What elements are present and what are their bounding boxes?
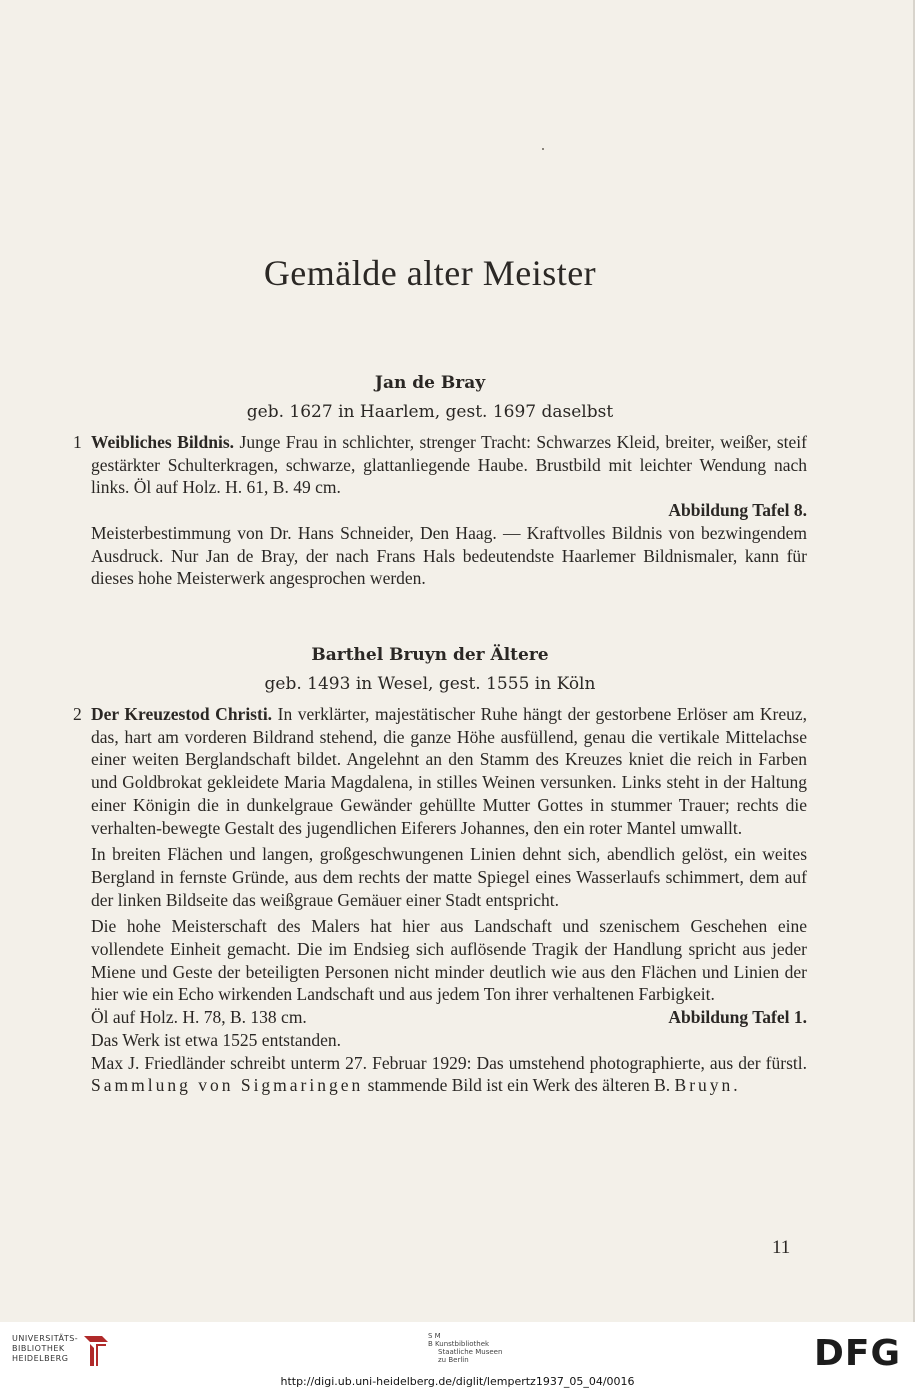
entry-1-note: Meisterbestimmung von Dr. Hans Schneider, Den Haag. — Kraftvolles Bildnis von bezwingendem Ausdruck. Nur Jan de Bray, der nach Frans Hals bedeutendste Haarlemer Bildnismaler, kann für dieses hohe Meisterwerk angesprochen werden. bbox=[91, 522, 807, 589]
item-number-1: 1 bbox=[73, 432, 82, 452]
quote-part: . bbox=[733, 1075, 738, 1096]
artist-dates-1: geb. 1627 in Haarlem, gest. 1697 daselbst bbox=[246, 402, 614, 422]
catalog-entry-2 bbox=[73, 703, 807, 1097]
heidelberg-logo-icon[interactable] bbox=[80, 1332, 112, 1374]
artist-name-1: Jan de Bray bbox=[374, 373, 486, 393]
source-url-link[interactable]: http://digi.ub.uni-heidelberg.de/diglit/lempertz1937_05_04/0016 bbox=[280, 1375, 635, 1388]
smb-logo[interactable] bbox=[428, 1332, 502, 1364]
smb-line: S M bbox=[428, 1332, 441, 1340]
plate-reference-1: Abbildung Tafel 8. bbox=[668, 500, 807, 521]
entry-1-description bbox=[91, 431, 807, 499]
quote-part: stammende Bild ist ein Werk des älteren B. bbox=[363, 1075, 675, 1096]
quote-emphasis: Sammlung von Sigmaringen bbox=[91, 1075, 364, 1096]
entry-2-paragraph-1 bbox=[91, 703, 807, 839]
friedlaender-quote bbox=[91, 1052, 807, 1097]
entry-2-paragraph-3: Die hohe Meisterschaft des Malers hat hier aus Landschaft und szenischem Geschehen eine vollendete Einheit gemacht. Die im Endsieg sich auflösende Tragik der Handlung spricht aus jeder Miene und Geste der beteiligten Personen nicht minder deutlich wie aus den Flächen und Linien der hier wie ein Echo wirkenden Landschaft und aus jedem Ton ihrer verhaltenen Farbigkeit. bbox=[91, 916, 807, 1005]
digitization-footer bbox=[0, 1322, 915, 1391]
smb-line: zu Berlin bbox=[438, 1356, 469, 1364]
item-description-1: Junge Frau in schlichter, strenger Tracht: Schwarzes Kleid, breiter, weißer, steif gestärkter Schulterkragen, schwarze, glattanliegende Haube. Brustbild mit leichter Wendung nach links. Öl auf Holz. H. 61, B. 49 cm. bbox=[91, 432, 808, 498]
quote-part: Max J. Friedländer schreibt unterm 27. Februar 1929: Das umstehend photographierte, aus der fürstl. bbox=[91, 1052, 807, 1073]
artist-dates-2: geb. 1493 in Wesel, gest. 1555 in Köln bbox=[264, 674, 596, 694]
artist-name-2: Barthel Bruyn der Ältere bbox=[311, 645, 549, 665]
medium-row bbox=[91, 1006, 807, 1029]
item-number-2: 2 bbox=[73, 704, 82, 724]
dfg-logo[interactable]: DFG bbox=[814, 1333, 902, 1374]
smb-line: B Kunstbibliothek bbox=[428, 1340, 490, 1348]
uni-line: UNIVERSITÄTS- bbox=[12, 1334, 79, 1343]
uni-line: BIBLIOTHEK bbox=[12, 1344, 65, 1353]
item-title-1: Weibliches Bildnis. bbox=[91, 432, 235, 452]
dating-note: Das Werk ist etwa 1525 entstanden. bbox=[91, 1029, 342, 1050]
catalog-entry-1 bbox=[73, 431, 808, 590]
uni-line: HEIDELBERG bbox=[12, 1354, 69, 1363]
paper-speck bbox=[542, 148, 544, 150]
page-title: Gemälde alter Meister bbox=[263, 253, 597, 293]
smb-line: Staatliche Museen bbox=[438, 1348, 503, 1356]
item-description-2: In verklärter, majestätischer Ruhe hängt der gestorbene Erlöser am Kreuz, das, hart am vorderen Bildrand stehend, die ganze Höhe ausfüllend, genau die vertikale Mittelachse einer weiten Berglandschaft bildet. Angelehnt an den Stamm des Kreuzes kniet die reich in Farben und Goldbrokat gekleidete Maria Magdalena, in stilles Weinen versunken. Links steht in der Haltung einer Königin die in dunkelgraue Gewänder gehüllte Mutter Gottes in stummer Trauer; rechts die verhalten-bewegte Gestalt des jugendlichen Eiferers Johannes, den ein roter Mantel umwallt. bbox=[91, 704, 807, 838]
medium-dimensions: Öl auf Holz. H. 78, B. 138 cm. bbox=[91, 1007, 307, 1028]
quote-emphasis: Bruyn bbox=[674, 1075, 734, 1096]
university-library-label bbox=[12, 1334, 78, 1364]
plate-reference-2: Abbildung Tafel 1. bbox=[668, 1007, 807, 1028]
page-number: 11 bbox=[772, 1237, 791, 1258]
entry-2-paragraph-2: In breiten Flächen und langen, großgeschwungenen Linien dehnt sich, abendlich gelöst, ein weites Bergland in fernste Gründe, aus dem rechts der matte Spiegel eines Wasserlaufs schimmert, dem auf der linken Bildseite das weißgraue Gemäuer einer Stadt entspricht. bbox=[91, 844, 807, 910]
item-title-2: Der Kreuzestod Christi. bbox=[91, 704, 273, 724]
